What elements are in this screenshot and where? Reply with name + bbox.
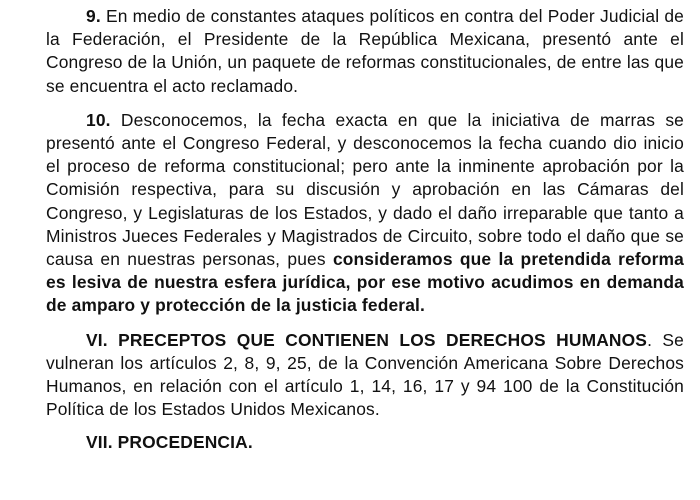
section-7-heading: VII. PROCEDENCIA. [86,432,253,453]
paragraph-9-number: 9. [86,6,101,26]
section-6 [46,329,684,422]
paragraph-10-bold-text: consideramos que la pretendida reforma es lesiva de nuestra esfera jurídica, por ese motivo acudimos en demanda de amparo y protección de la justicia federal. [46,249,684,316]
paragraph-9-text: En medio de constantes ataques políticos en contra del Poder Judicial de la Federación, el Presidente de la República Mexicana, presentó ante el Congreso de la Unión, un paquete de reformas constitucionales, de entre las que se encuentra el acto reclamado. [46,6,684,96]
section-6-text: . Se vulneran los artículos 2, 8, 9, 25, de la Convención Americana Sobre Derechos Humanos, en relación con el artículo 1, 14, 16, 17 y 94 100 de la Constitución Política de los Estados Unidos Mexicanos. [46,329,684,420]
paragraph-9 [46,5,684,98]
section-7 [46,431,684,454]
paragraph-10-number: 10. [86,109,111,130]
paragraph-10 [46,109,684,318]
section-6-heading: VI. PRECEPTOS QUE CONTIENEN LOS DERECHOS HUMANOS [86,329,648,350]
paragraph-10-text: Desconocemos, la fecha exacta en que la iniciativa de marras se presentó ante el Congreso Federal, y desconocemos la fecha cuando dio inicio el proceso de reforma constitucional; pero ante la inminente aprobación por la Comisión respectiva, para su discusión y aprobación en las Cámaras del Congreso, y Legislaturas de los Estados, y dado el daño irreparable que tanto a Ministros Jueces Federales y Magistrados de Circuito, sobre todo el daño que se causa en nuestras personas, pues [46,109,684,270]
document-page [46,5,684,455]
